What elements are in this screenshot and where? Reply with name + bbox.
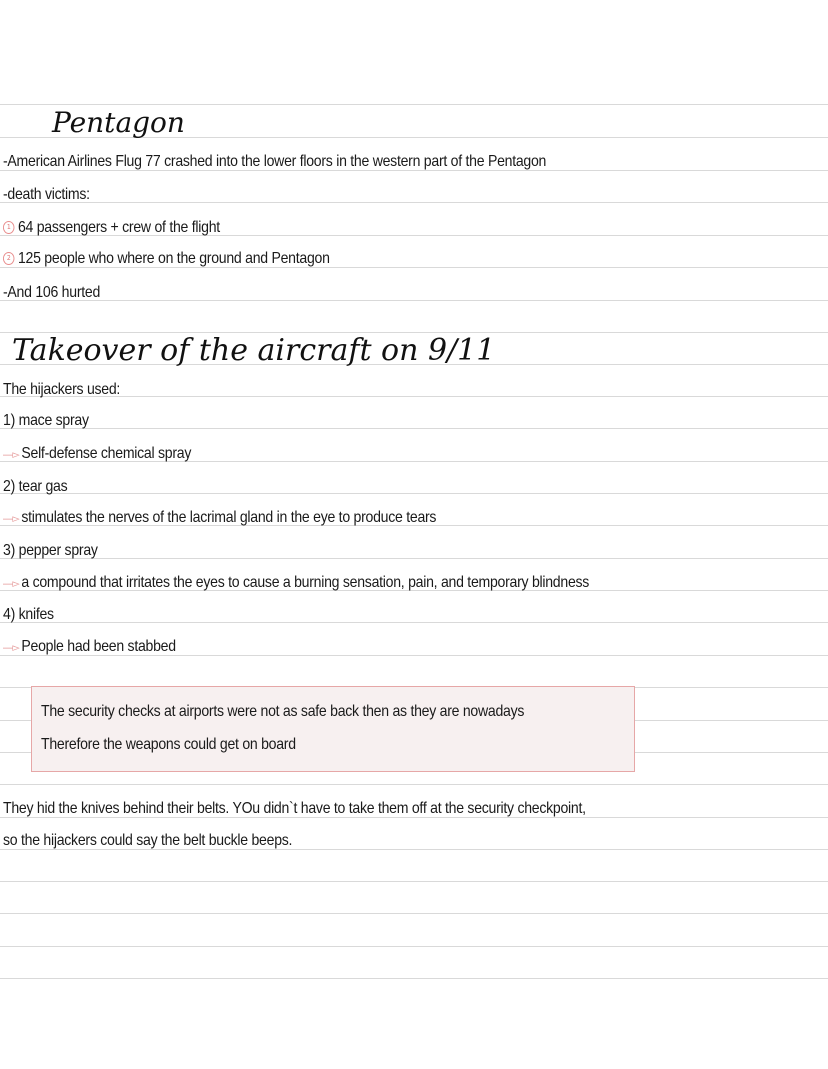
weapon-label-3: 3) pepper spray bbox=[3, 542, 98, 559]
ruled-line bbox=[0, 202, 828, 203]
victim-item-1-text: 64 passengers + crew of the flight bbox=[17, 219, 220, 236]
ruled-line bbox=[0, 300, 828, 301]
ruled-line bbox=[0, 784, 828, 785]
pentagon-line-1: -American Airlines Flug 77 crashed into the lower floors in the western part of the Pentagon bbox=[3, 153, 547, 170]
weapon-detail-3-text: a compound that irritates the eyes to cause a burning sensation, pain, and temporary blindness bbox=[21, 574, 590, 591]
weapon-detail-1-text: Self-defense chemical spray bbox=[21, 445, 192, 462]
pentagon-line-2: -death victims: bbox=[3, 186, 90, 203]
weapon-detail-2 bbox=[3, 508, 436, 529]
weapon-label-1: 1) mace spray bbox=[3, 412, 89, 429]
number-circle-icon: 1 bbox=[3, 221, 14, 234]
weapon-label-4: 4) knifes bbox=[3, 606, 54, 623]
victim-item-2-text: 125 people who where on the ground and Pentagon bbox=[17, 250, 330, 267]
ruled-line bbox=[0, 946, 828, 947]
takeover-heading: Takeover of the aircraft on 9/11 bbox=[12, 333, 496, 368]
security-note-box bbox=[31, 686, 635, 772]
pentagon-heading: Pentagon bbox=[52, 106, 185, 139]
weapon-detail-4 bbox=[3, 637, 176, 658]
weapon-detail-1 bbox=[3, 444, 191, 465]
ruled-line bbox=[0, 978, 828, 979]
weapon-label-2: 2) tear gas bbox=[3, 478, 68, 495]
victim-item-1 bbox=[3, 218, 220, 238]
security-note-line-1: The security checks at airports were not as safe back then as they are nowadays bbox=[41, 703, 525, 720]
ruled-line bbox=[0, 104, 828, 105]
closing-line-2: so the hijackers could say the belt buckle beeps. bbox=[3, 832, 293, 849]
ruled-line bbox=[0, 881, 828, 882]
takeover-intro: The hijackers used: bbox=[3, 381, 121, 398]
pentagon-line-3: -And 106 hurted bbox=[3, 284, 101, 301]
ruled-line bbox=[0, 558, 828, 559]
security-note-line-2: Therefore the weapons could get on board bbox=[41, 736, 296, 753]
arrow-right-icon: —▻ bbox=[3, 578, 20, 590]
weapon-detail-3 bbox=[3, 573, 589, 594]
ruled-line bbox=[0, 622, 828, 623]
ruled-line bbox=[0, 428, 828, 429]
number-circle-icon: 2 bbox=[3, 252, 14, 265]
victim-item-2 bbox=[3, 249, 330, 269]
closing-line-1: They hid the knives behind their belts. YOu didn`t have to take them off at the security checkpoint, bbox=[3, 800, 586, 817]
arrow-right-icon: —▻ bbox=[3, 449, 20, 461]
ruled-line bbox=[0, 396, 828, 397]
weapon-detail-4-text: People had been stabbed bbox=[21, 638, 176, 655]
arrow-right-icon: —▻ bbox=[3, 513, 20, 525]
weapon-detail-2-text: stimulates the nerves of the lacrimal gland in the eye to produce tears bbox=[21, 509, 437, 526]
arrow-right-icon: —▻ bbox=[3, 642, 20, 654]
ruled-line bbox=[0, 493, 828, 494]
ruled-line bbox=[0, 913, 828, 914]
